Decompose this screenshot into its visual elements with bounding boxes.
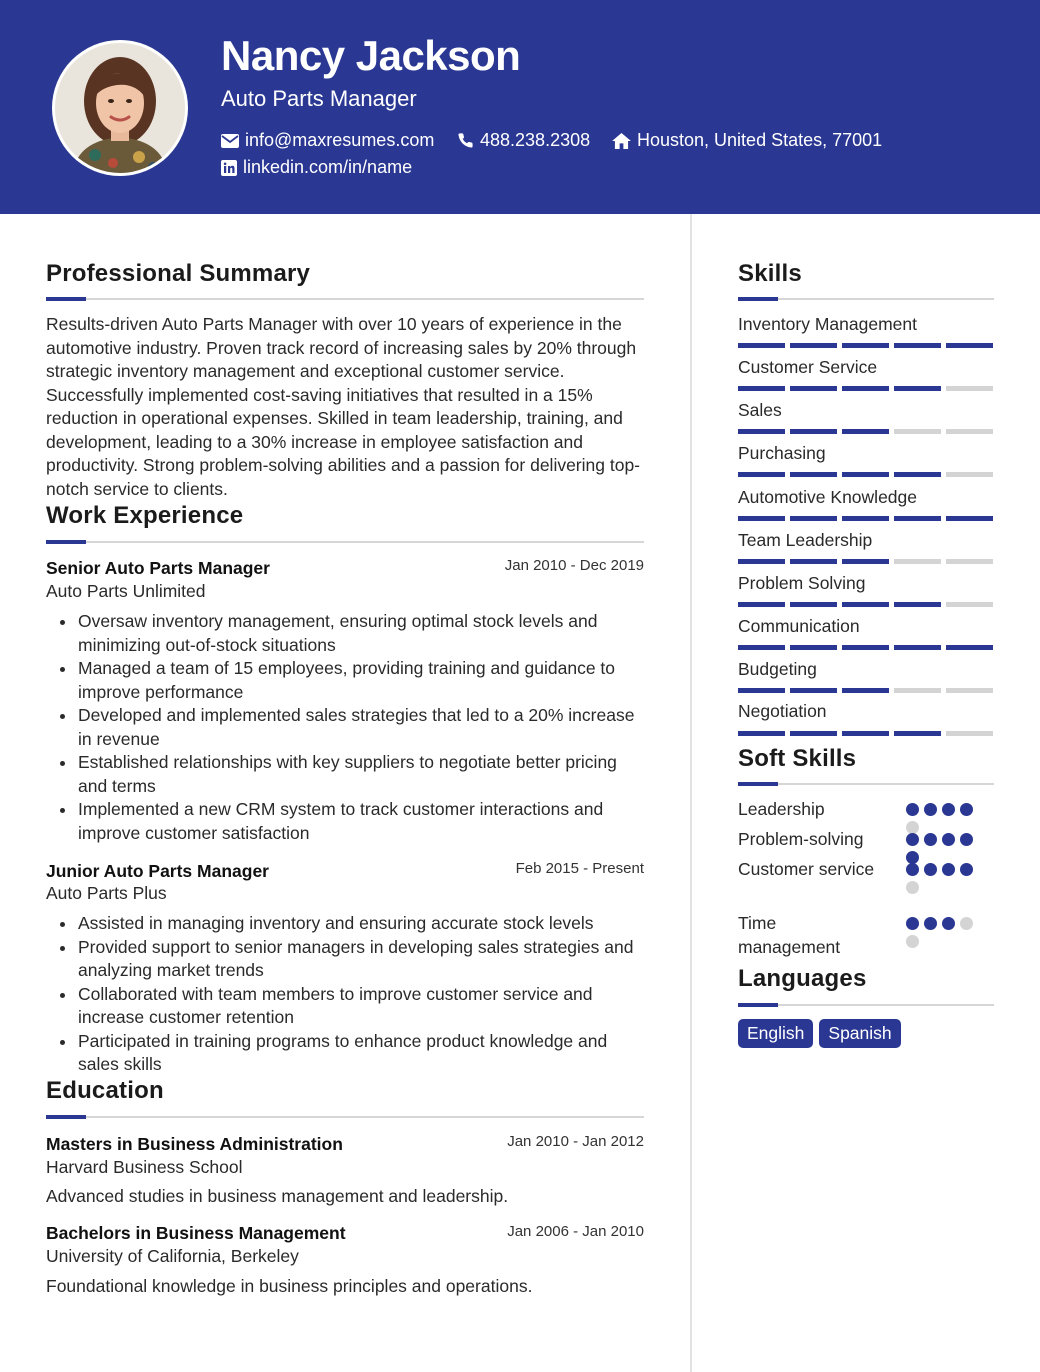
skill-level-segment: [842, 559, 889, 564]
list-item: Developed and implemented sales strategies that led to a 20% increase in revenue: [78, 704, 648, 751]
contact-location: [612, 130, 882, 151]
skill-level-segment: [894, 343, 941, 348]
skill-level-segment: [946, 602, 993, 607]
skill-level-segment: [946, 343, 993, 348]
skill-level-segment: [894, 602, 941, 607]
skills-heading: Skills: [738, 260, 802, 287]
job-company: Auto Parts Plus: [46, 883, 167, 903]
edu-description: Foundational knowledge in business principles and operations.: [46, 1276, 533, 1296]
job-company: Auto Parts Unlimited: [46, 581, 206, 601]
skill-level-segment: [946, 731, 993, 736]
contact-phone-text: 488.238.2308: [480, 130, 591, 150]
skill-level-segment: [790, 472, 837, 477]
skill-level-segment: [842, 516, 889, 521]
skill-name: Purchasing: [738, 443, 826, 463]
experience-heading: Work Experience: [46, 502, 244, 529]
skill-level-bar: [738, 602, 993, 607]
rating-dot: [942, 803, 955, 816]
rating-dot: [924, 917, 937, 930]
skill-level-segment: [894, 472, 941, 477]
job-role: Senior Auto Parts Manager: [46, 558, 270, 578]
contact-email-text: info@maxresumes.com: [245, 130, 435, 150]
summary-text: Results-driven Auto Parts Manager with over 10 years of experience in the automotive industry. Proven track record of increasing sales by 20% through strategic inventory management and exceptional customer service. Successfully implemented cost-saving initiatives that resulted in a 15% reduction in operational expenses. Skilled in team leadership, training, and development, leading to a 30% increase in employee satisfaction and productivity. Strong problem-solving abilities and a passion for delivering top-notch service to clients.: [46, 314, 641, 499]
contact-linkedin[interactable]: [221, 157, 412, 178]
languages-heading: Languages: [738, 965, 867, 992]
rating-dot: [942, 833, 955, 846]
language-badge: Spanish: [819, 1019, 900, 1048]
skill-name: Negotiation: [738, 701, 827, 721]
skill-name: Inventory Management: [738, 314, 917, 334]
skill-name: Customer Service: [738, 357, 878, 377]
soft-skill-name: Time management: [738, 913, 841, 957]
experience-accent: [46, 540, 86, 544]
skill-level-segment: [790, 386, 837, 391]
edu-dates: Jan 2006 - Jan 2010: [507, 1223, 644, 1240]
skill-level-segment: [790, 688, 837, 693]
skill-level-bar: [738, 516, 993, 521]
skill-name: Budgeting: [738, 659, 817, 679]
skill-level-segment: [790, 731, 837, 736]
skill-level-segment: [738, 472, 785, 477]
rating-dot: [960, 917, 973, 930]
edu-degree: Masters in Business Administration: [46, 1134, 343, 1154]
skill-level-segment: [946, 386, 993, 391]
list-item: Implemented a new CRM system to track customer interactions and improve customer satisfaction: [78, 798, 648, 845]
contact-linkedin-text: linkedin.com/in/name: [243, 157, 413, 177]
skill-level-segment: [894, 429, 941, 434]
candidate-title: Auto Parts Manager: [221, 86, 417, 111]
list-item: Participated in training programs to enhance product knowledge and sales skills: [78, 1030, 648, 1077]
skill-level-segment: [790, 645, 837, 650]
summary-accent: [46, 297, 86, 301]
contact-email[interactable]: [221, 130, 434, 151]
skill-level-segment: [842, 386, 889, 391]
skill-level-segment: [790, 602, 837, 607]
summary-heading: Professional Summary: [46, 260, 311, 287]
education-accent: [46, 1115, 86, 1119]
skill-level-segment: [842, 688, 889, 693]
skill-level-segment: [946, 688, 993, 693]
skill-name: Team Leadership: [738, 530, 873, 550]
soft-skill-name: Leadership: [738, 799, 825, 819]
skill-level-segment: [790, 559, 837, 564]
edu-degree: Bachelors in Business Management: [46, 1223, 346, 1243]
soft-skill-rating: [906, 863, 981, 894]
list-item: Established relationships with key suppliers to negotiate better pricing and terms: [78, 751, 648, 798]
skill-level-segment: [738, 559, 785, 564]
envelope-icon: [221, 134, 239, 148]
education-heading: Education: [46, 1077, 164, 1104]
list-item: Provided support to senior managers in developing sales strategies and analyzing market trends: [78, 936, 648, 983]
rating-dot: [906, 833, 919, 846]
edu-description: Advanced studies in business management and leadership.: [46, 1186, 509, 1206]
job-dates: Jan 2010 - Dec 2019: [504, 557, 644, 574]
skill-name: Problem Solving: [738, 573, 866, 593]
skill-level-bar: [738, 429, 993, 434]
skill-level-segment: [842, 602, 889, 607]
rating-dot: [906, 935, 919, 948]
skill-level-segment: [894, 516, 941, 521]
rating-dot: [942, 917, 955, 930]
skill-level-segment: [738, 731, 785, 736]
skill-level-segment: [738, 645, 785, 650]
skill-level-segment: [894, 688, 941, 693]
skill-level-segment: [894, 559, 941, 564]
skill-level-bar: [738, 645, 993, 650]
list-item: Managed a team of 15 employees, providing training and guidance to improve performance: [78, 657, 648, 704]
resume-header: [0, 0, 1040, 214]
skill-name: Communication: [738, 616, 860, 636]
summary-rule: [46, 298, 644, 300]
rating-dot: [960, 833, 973, 846]
rating-dot: [906, 803, 919, 816]
rating-dot: [960, 803, 973, 816]
skill-name: Automotive Knowledge: [738, 487, 917, 507]
rating-dot: [960, 863, 973, 876]
skill-level-bar: [738, 472, 993, 477]
skill-level-segment: [738, 602, 785, 607]
soft-skill-rating: [906, 803, 981, 834]
languages-list: [738, 1019, 901, 1048]
soft-skills-heading: Soft Skills: [738, 745, 857, 772]
linkedin-icon: [221, 160, 237, 176]
skill-level-segment: [842, 429, 889, 434]
edu-dates: Jan 2010 - Jan 2012: [507, 1133, 644, 1150]
rating-dot: [924, 803, 937, 816]
job-bullets: [78, 610, 648, 845]
skill-level-bar: [738, 731, 993, 736]
education-rule: [46, 1116, 644, 1118]
skill-level-segment: [946, 516, 993, 521]
list-item: Collaborated with team members to improve customer service and increase customer retention: [78, 983, 648, 1030]
skill-level-segment: [738, 516, 785, 521]
column-divider: [690, 214, 692, 1372]
contact-location-text: Houston, United States, 77001: [637, 130, 883, 150]
skill-level-segment: [738, 386, 785, 391]
profile-photo-icon: [55, 43, 185, 173]
skills-accent: [738, 297, 778, 301]
edu-school: University of California, Berkeley: [46, 1246, 299, 1266]
job-bullets: [78, 912, 648, 1077]
soft-skill-name: Problem-solving: [738, 829, 864, 849]
job-role: Junior Auto Parts Manager: [46, 861, 269, 881]
job-dates: Feb 2015 - Present: [515, 860, 644, 877]
home-icon: [612, 133, 631, 149]
skill-level-segment: [946, 429, 993, 434]
soft-skill-rating: [906, 917, 981, 948]
skill-level-segment: [842, 343, 889, 348]
skill-level-segment: [738, 688, 785, 693]
language-badge: English: [738, 1019, 813, 1048]
soft-skill-name: Customer service: [738, 859, 875, 879]
skill-level-segment: [790, 429, 837, 434]
languages-accent: [738, 1003, 778, 1007]
avatar: [52, 40, 188, 176]
skill-level-segment: [946, 472, 993, 477]
skill-level-segment: [894, 731, 941, 736]
skill-level-segment: [842, 731, 889, 736]
skill-level-segment: [946, 559, 993, 564]
soft-skills-accent: [738, 782, 778, 786]
skill-level-segment: [842, 645, 889, 650]
contact-phone[interactable]: [457, 130, 590, 151]
skill-level-segment: [946, 645, 993, 650]
list-item: Assisted in managing inventory and ensuring accurate stock levels: [78, 912, 648, 936]
phone-icon: [457, 132, 474, 149]
skill-level-segment: [790, 343, 837, 348]
skill-name: Sales: [738, 400, 782, 420]
skill-level-bar: [738, 386, 993, 391]
rating-dot: [942, 863, 955, 876]
list-item: Oversaw inventory management, ensuring optimal stock levels and minimizing out-of-stock situations: [78, 610, 648, 657]
skill-level-bar: [738, 559, 993, 564]
skill-level-segment: [894, 645, 941, 650]
rating-dot: [906, 881, 919, 894]
candidate-name: Nancy Jackson: [221, 32, 521, 79]
soft-skill-rating: [906, 833, 981, 864]
skill-level-segment: [738, 429, 785, 434]
rating-dot: [924, 863, 937, 876]
rating-dot: [906, 917, 919, 930]
skill-level-segment: [790, 516, 837, 521]
skill-level-segment: [894, 386, 941, 391]
skill-level-bar: [738, 688, 993, 693]
skill-level-segment: [842, 472, 889, 477]
rating-dot: [906, 863, 919, 876]
skill-level-segment: [738, 343, 785, 348]
edu-school: Harvard Business School: [46, 1157, 243, 1177]
rating-dot: [924, 833, 937, 846]
skill-level-bar: [738, 343, 993, 348]
experience-rule: [46, 541, 644, 543]
